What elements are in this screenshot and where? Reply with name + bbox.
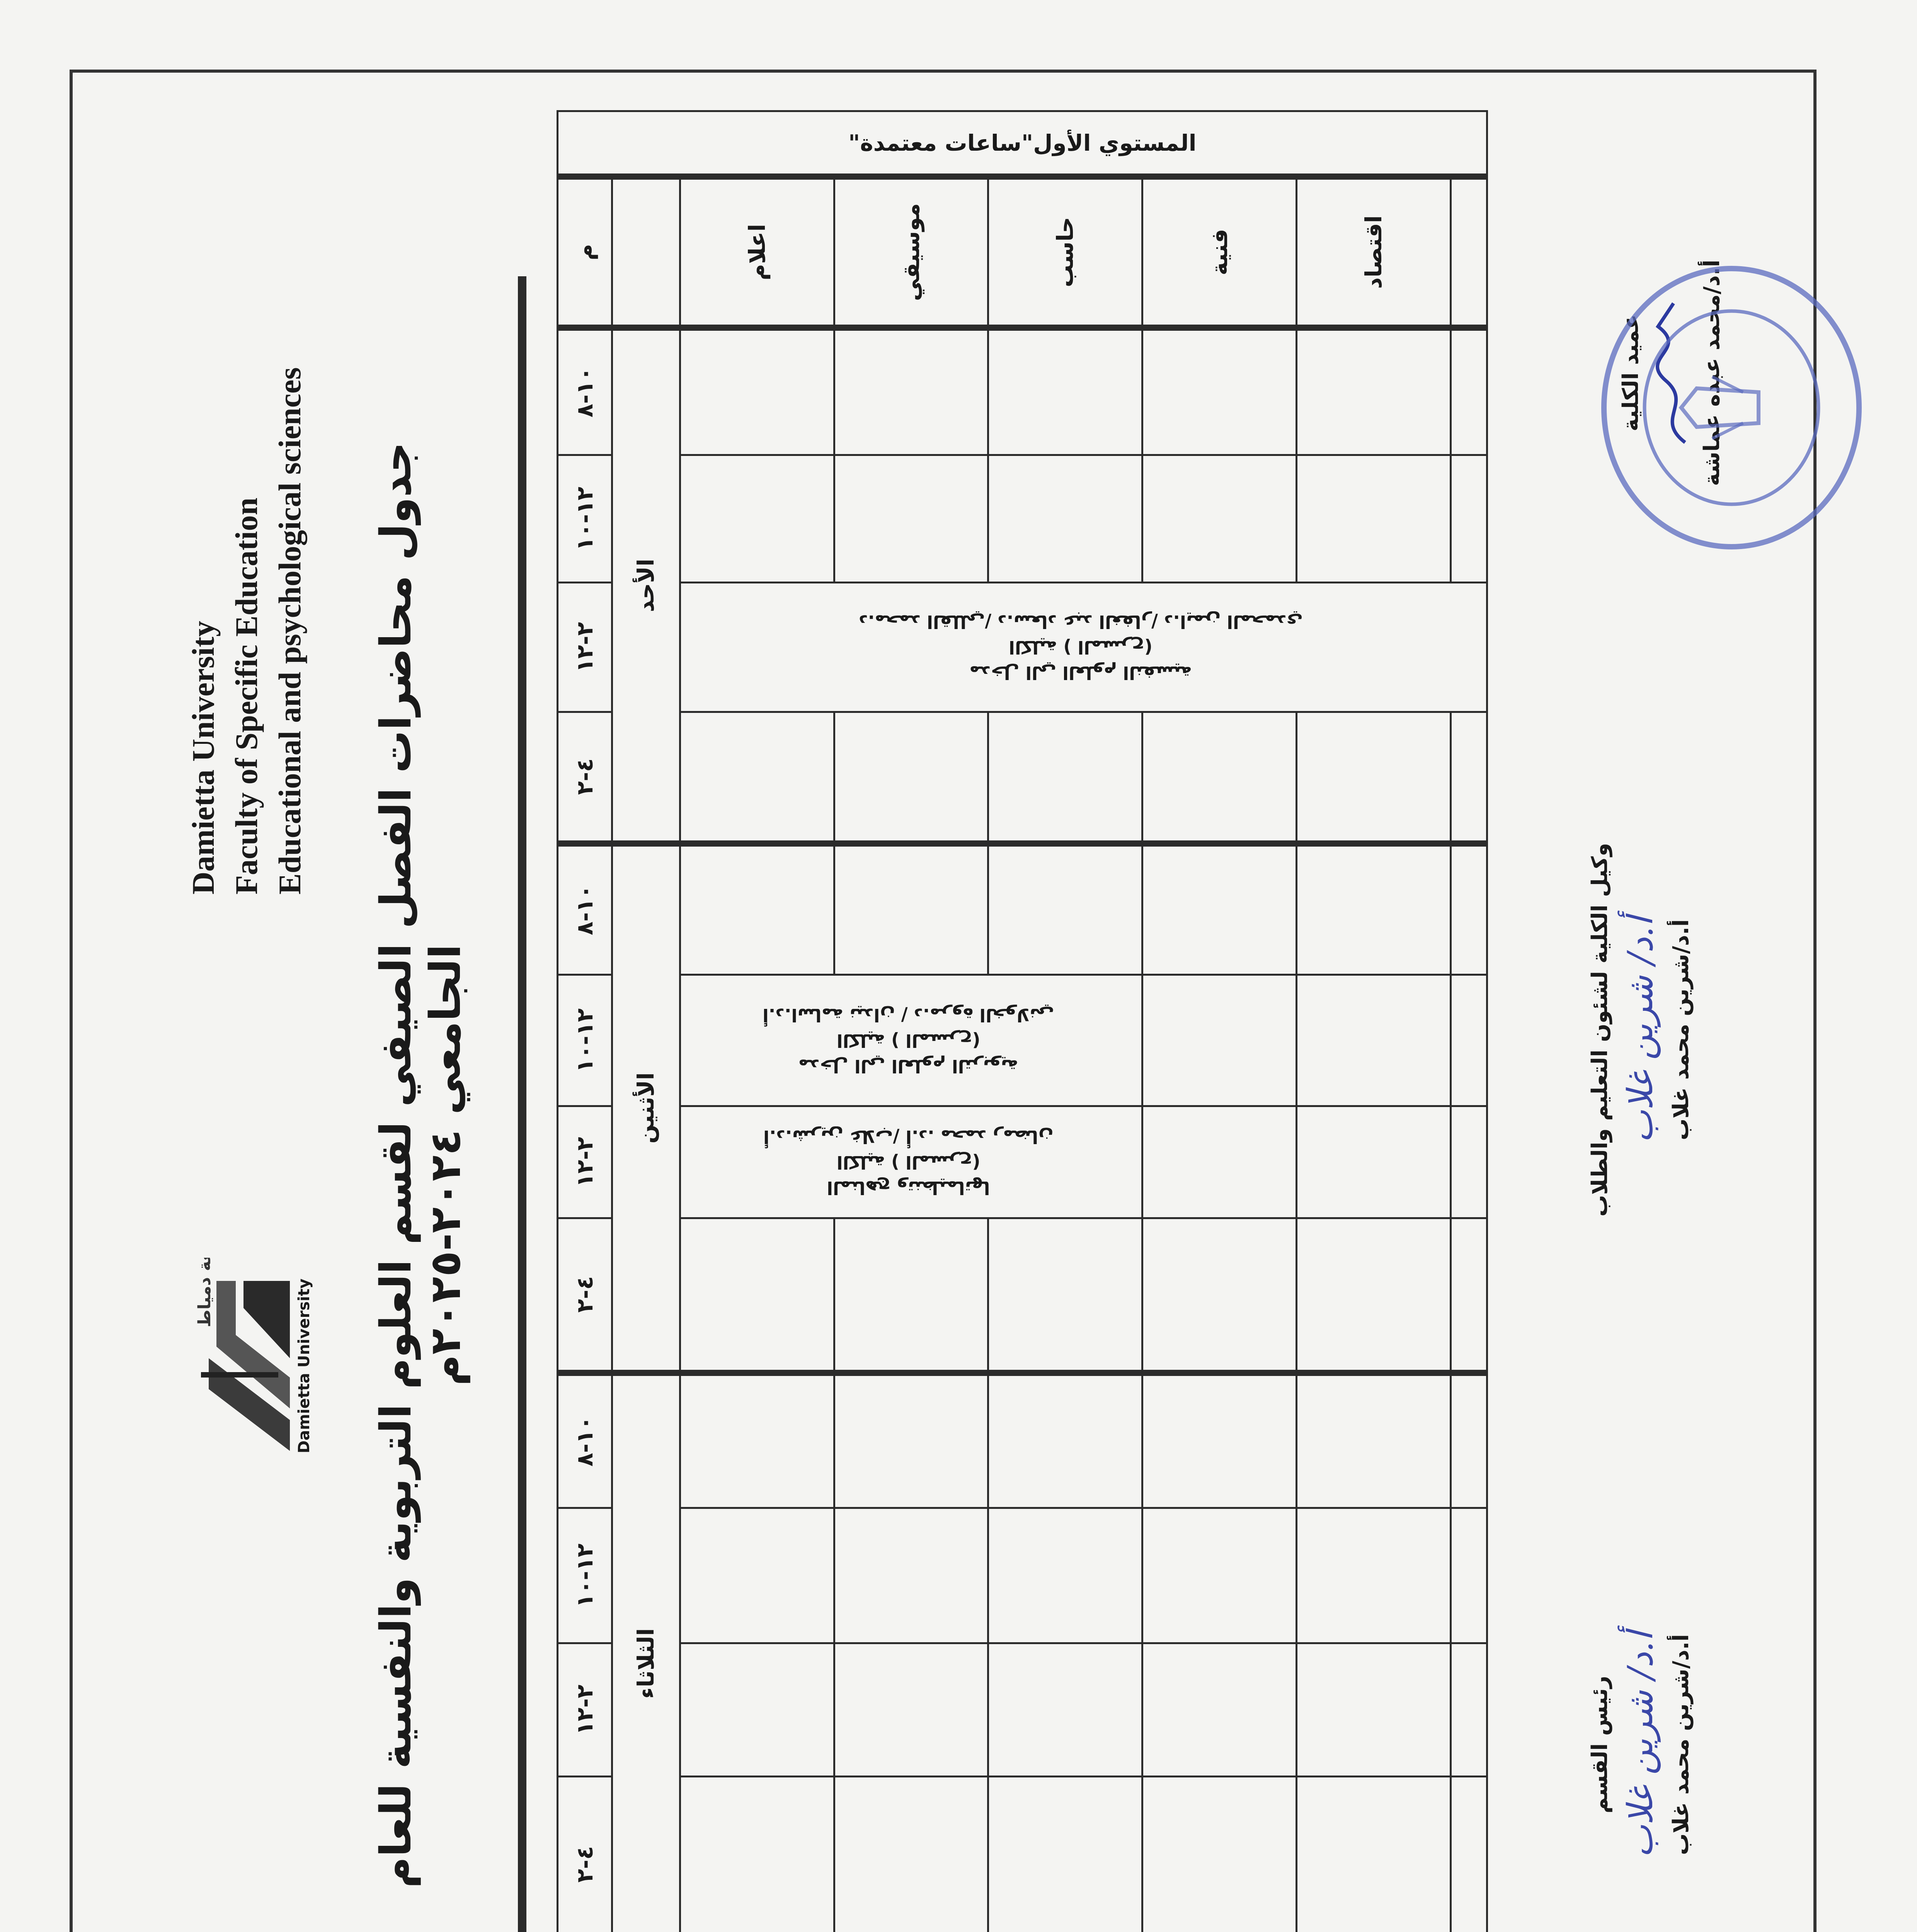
signature-vice-dean	[1585, 798, 1697, 1262]
dept-row-music: موسيقي	[834, 177, 988, 328]
head-role: رئيس القسم	[1587, 1675, 1612, 1814]
lecture-course: مدخل الي العلوم التربوية	[798, 1055, 1019, 1077]
lecture-mon-2-12	[680, 1106, 1142, 1218]
time-mon-1: ١٠-٨	[558, 844, 612, 975]
university-logo	[193, 1258, 325, 1474]
lecture-course: المناهج وتنظيماتها	[827, 1177, 990, 1198]
level-label: المستوي الأول"ساعات معتمدة"	[558, 111, 1487, 177]
time-sun-1: ١٠-٨	[558, 328, 612, 455]
blank-header	[612, 177, 680, 328]
lecture-place: الكلية ( المسرح)	[836, 1030, 981, 1051]
time-sun-3: ٢-١٢	[558, 583, 612, 712]
time-sun-2: ١٢-١٠	[558, 455, 612, 583]
time-tue-3: ٢-١٢	[558, 1643, 612, 1777]
lecture-staff: أ.د.شرين غلاب/ أ.د. محمد رمضان	[763, 1126, 1054, 1147]
time-mon-3: ٢-١٢	[558, 1106, 612, 1218]
university-name-en: Damietta University	[186, 621, 221, 895]
time-mon-2: ١٢-١٠	[558, 975, 612, 1106]
lecture-course: مدخل الي العلوم النفسية	[969, 662, 1192, 684]
logo-arabic-text: جامعة دمياط	[195, 1258, 215, 1327]
lecture-staff: د.محمد القللي/ د.سعاد عبد الغفار/ د.ايمن المحمدي	[858, 611, 1303, 633]
logo-caption: Damietta University	[295, 1278, 313, 1454]
day-tue: الثلاثاء	[612, 1373, 680, 1932]
lecture-mon-12-10	[680, 975, 1142, 1106]
schedule-table	[557, 110, 1488, 1932]
head-signature: أ.د/ شرين غلاب	[1620, 1631, 1661, 1858]
day-sun: الأحد	[612, 328, 680, 844]
dean-role: عميد الكلية	[1618, 314, 1643, 432]
logo-mark-icon	[193, 1258, 294, 1474]
m-label: م	[558, 177, 612, 328]
university-header-en	[182, 315, 312, 895]
dept-row-art: فنية	[1142, 177, 1297, 328]
dept-row-economics: اقتصاد	[1297, 177, 1451, 328]
department-name-en: Educational and psychological sciences	[272, 367, 307, 895]
official-stamp	[1596, 261, 1867, 554]
signature-head	[1585, 1609, 1697, 1880]
vice-dean-signature: أ.د/ شرين غلاب	[1620, 917, 1661, 1143]
lecture-staff: أ.د.اسامة نيدان / د.مروة الخولاني	[763, 1004, 1054, 1026]
time-tue-1: ١٠-٨	[558, 1373, 612, 1508]
lecture-place: الكلية ( المسرح)	[1009, 637, 1153, 658]
faculty-name-en: Faculty of Specific Education	[229, 497, 264, 895]
dept-row-computer: حاسب	[988, 177, 1142, 328]
time-tue-2: ١٢-١٠	[558, 1508, 612, 1643]
page-title: جدول محاضرات الفصل الصيفي لقسم العلوم التربوية والنفسية للعام الجامعي ٢٠٢٤-٢٠٢٥م	[371, 442, 470, 1888]
stamp-seal-icon	[1596, 261, 1867, 554]
lecture-sun-2-12	[680, 583, 1487, 712]
title-rule	[518, 276, 526, 1932]
time-mon-4: ٤-٢	[558, 1218, 612, 1373]
time-sun-4: ٤-٢	[558, 712, 612, 844]
day-mon: الأثنين	[612, 844, 680, 1373]
vice-dean-name: أ.د/شرين محمد غلاب	[1668, 919, 1694, 1140]
dept-row-media: اعلام	[680, 177, 834, 328]
lecture-place: الكلية ( المسرح)	[836, 1151, 981, 1173]
time-tue-4: ٤-٢	[558, 1777, 612, 1932]
vice-dean-role: وكيل الكلية لشئون التعليم والطلاب	[1587, 843, 1612, 1217]
head-name: أ.د/شرين محمد غلاب	[1668, 1634, 1694, 1855]
dean-name: أ.د/محمد عبده عماشة	[1699, 260, 1725, 486]
